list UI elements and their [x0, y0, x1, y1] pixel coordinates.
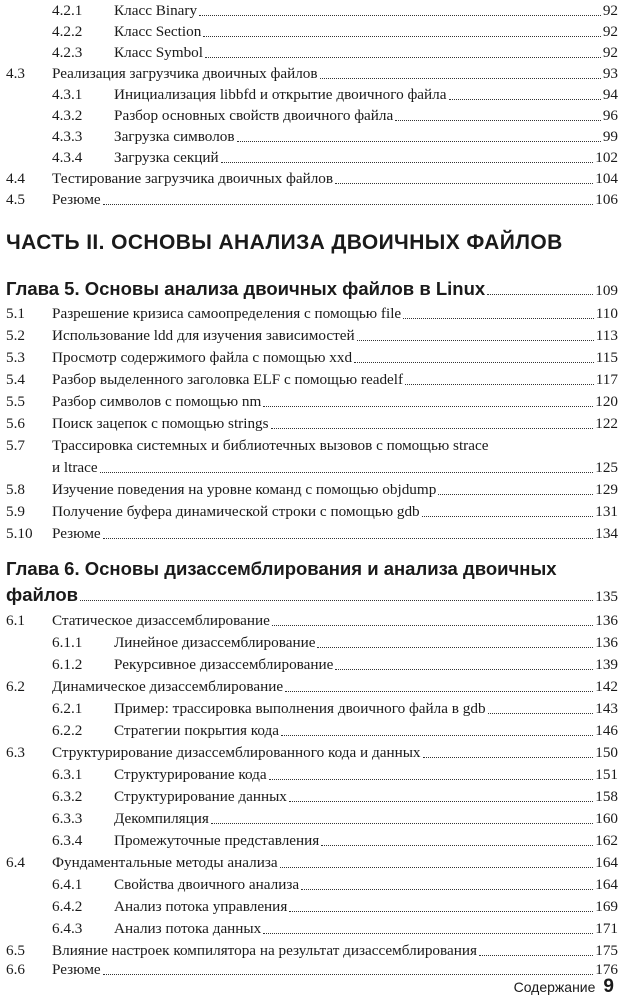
- entry-page: 92: [602, 44, 618, 61]
- entry-number: 4.3.4: [52, 149, 83, 166]
- dot-leader: [211, 823, 593, 824]
- dot-leader: [263, 933, 593, 934]
- entry-number: 6.3: [6, 744, 25, 761]
- dot-leader: [281, 735, 593, 736]
- chapter-title: Глава 5. Основы анализа двоичных файлов в Linux: [6, 278, 486, 299]
- entry-number: 6.4.3: [52, 920, 83, 937]
- entry-number: 6.1.2: [52, 656, 83, 673]
- entry-page: 115: [595, 349, 618, 366]
- entry-page: 93: [602, 65, 618, 82]
- entry-title: Загрузка секций: [114, 149, 219, 166]
- dot-leader: [335, 669, 593, 670]
- entry-page: 106: [595, 191, 618, 208]
- toc-entry: [6, 0, 618, 22]
- entry-title: Промежуточные представления: [114, 832, 320, 849]
- entry-number: 4.3.1: [52, 86, 83, 103]
- dot-leader: [423, 757, 594, 758]
- entry-number: 4.3: [6, 65, 25, 82]
- entry-number: 4.2.3: [52, 44, 83, 61]
- entry-number: 6.3.2: [52, 788, 83, 805]
- entry-page: 136: [595, 612, 618, 629]
- toc-entry: [6, 369, 618, 391]
- entry-title: Динамическое дизассемблирование: [52, 678, 284, 695]
- dot-leader: [335, 183, 593, 184]
- entry-number: 5.6: [6, 415, 25, 432]
- toc-entry: [6, 501, 618, 523]
- entry-page: 158: [595, 788, 618, 805]
- dot-leader: [272, 625, 593, 626]
- entry-title: Использование ldd для изучения зависимостей: [52, 327, 355, 344]
- toc-entry-continuation: [6, 457, 618, 479]
- entry-number: 6.4: [6, 854, 25, 871]
- entry-title: Класс Section: [114, 23, 202, 40]
- toc-entry-wrapped: [6, 435, 618, 457]
- entry-page: 131: [595, 503, 618, 520]
- dot-leader: [289, 911, 593, 912]
- entry-number: 6.5: [6, 942, 25, 959]
- toc-entry: [6, 874, 618, 896]
- entry-title: Тестирование загрузчика двоичных файлов: [52, 170, 334, 187]
- toc-entry: [6, 896, 618, 918]
- entry-number: 6.1.1: [52, 634, 83, 651]
- dot-leader: [487, 294, 593, 295]
- entry-page: 160: [595, 810, 618, 827]
- entry-title: Фундаментальные методы анализа: [52, 854, 278, 871]
- toc-entry: [6, 303, 618, 325]
- toc-entry: [6, 391, 618, 413]
- toc-entry: [6, 42, 618, 64]
- dot-leader: [285, 691, 593, 692]
- entry-page: 120: [595, 393, 618, 410]
- dot-leader: [357, 340, 594, 341]
- entry-title: Структурирование кода: [114, 766, 267, 783]
- entry-page: 92: [602, 23, 618, 40]
- entry-title: Стратегии покрытия кода: [114, 722, 280, 739]
- entry-page: 94: [602, 86, 618, 103]
- entry-number: 5.5: [6, 393, 25, 410]
- entry-page: 169: [595, 898, 618, 915]
- entry-number: 6.3.1: [52, 766, 83, 783]
- dot-leader: [221, 162, 594, 163]
- dot-leader: [438, 494, 593, 495]
- entry-page: 99: [602, 128, 618, 145]
- dot-leader: [422, 516, 594, 517]
- dot-leader: [80, 600, 593, 601]
- toc-entry: [6, 808, 618, 830]
- entry-title: и ltrace: [52, 459, 98, 476]
- entry-number: 4.3.2: [52, 107, 83, 124]
- entry-title: Анализ потока управления: [114, 898, 288, 915]
- toc-entry: [6, 632, 618, 654]
- entry-number: 6.3.3: [52, 810, 83, 827]
- entry-number: 5.8: [6, 481, 25, 498]
- entry-page: 117: [595, 371, 618, 388]
- entry-title: Анализ потока данных: [114, 920, 262, 937]
- toc-entry: [6, 126, 618, 148]
- entry-number: 4.4: [6, 170, 25, 187]
- entry-title: Разбор символов с помощью nm: [52, 393, 262, 410]
- footer-label: Содержание: [513, 979, 596, 995]
- dot-leader: [269, 779, 594, 780]
- entry-number: 6.4.2: [52, 898, 83, 915]
- toc-entry: [6, 21, 618, 43]
- entry-page: 134: [595, 525, 618, 542]
- entry-title: Резюме: [52, 191, 101, 208]
- dot-leader: [395, 120, 601, 121]
- entry-page: 102: [595, 149, 618, 166]
- dot-leader: [488, 713, 594, 714]
- entry-page: 150: [595, 744, 618, 761]
- entry-title: Реализация загрузчика двоичных файлов: [52, 65, 318, 82]
- toc-entry: [6, 742, 618, 764]
- entry-number: 4.3.3: [52, 128, 83, 145]
- entry-title: Инициализация libbfd и открытие двоичного файла: [114, 86, 447, 103]
- entry-title: Разбор выделенного заголовка ELF с помощью readelf: [52, 371, 404, 388]
- toc-entry: [6, 720, 618, 742]
- entry-page: 104: [595, 170, 618, 187]
- toc-entry: [6, 852, 618, 874]
- toc-entry: [6, 610, 618, 632]
- chapter-page: 135: [595, 588, 618, 605]
- toc-entry: [6, 168, 618, 190]
- entry-number: 5.3: [6, 349, 25, 366]
- dot-leader: [203, 36, 601, 37]
- entry-page: 122: [595, 415, 618, 432]
- toc-entry: [6, 413, 618, 435]
- entry-title-line1: Трассировка системных и библиотечных вызовов с помощью strace: [52, 437, 489, 454]
- page-footer: [514, 976, 614, 998]
- entry-title: Влияние настроек компилятора на результат дизассемблирования: [52, 942, 477, 959]
- dot-leader: [103, 974, 594, 975]
- dot-leader: [103, 204, 594, 205]
- entry-page: 113: [595, 327, 618, 344]
- entry-number: 6.2: [6, 678, 25, 695]
- entry-page: 142: [595, 678, 618, 695]
- entry-number: 5.9: [6, 503, 25, 520]
- entry-page: 139: [595, 656, 618, 673]
- entry-number: 5.2: [6, 327, 25, 344]
- chapter-heading: [6, 276, 618, 302]
- entry-page: 164: [595, 876, 618, 893]
- toc-entry: [6, 189, 618, 211]
- toc-entry: [6, 676, 618, 698]
- toc-entry: [6, 479, 618, 501]
- entry-title: Разрешение кризиса самоопределения с помощью file: [52, 305, 402, 322]
- entry-title: Структурирование дизассемблированного кода и данных: [52, 744, 421, 761]
- dot-leader: [403, 318, 594, 319]
- entry-number: 6.1: [6, 612, 25, 629]
- entry-title: Декомпиляция: [114, 810, 209, 827]
- entry-page: 162: [595, 832, 618, 849]
- chapter-page: 109: [595, 282, 618, 299]
- dot-leader: [289, 801, 593, 802]
- entry-title: Класс Symbol: [114, 44, 203, 61]
- toc-entry: [6, 63, 618, 85]
- entry-page: 125: [595, 459, 618, 476]
- entry-title: Просмотр содержимого файла с помощью xxd: [52, 349, 353, 366]
- dot-leader: [237, 141, 601, 142]
- toc-entry: [6, 523, 618, 545]
- dot-leader: [205, 57, 601, 58]
- dot-leader: [199, 15, 601, 16]
- toc-entry: [6, 84, 618, 106]
- entry-page: 146: [595, 722, 618, 739]
- dot-leader: [321, 845, 593, 846]
- entry-title: Свойства двоичного анализа: [114, 876, 300, 893]
- entry-page: 96: [602, 107, 618, 124]
- entry-number: 5.7: [6, 437, 25, 454]
- dot-leader: [301, 889, 593, 890]
- dot-leader: [263, 406, 593, 407]
- dot-leader: [280, 867, 594, 868]
- entry-page: 143: [595, 700, 618, 717]
- entry-title: Резюме: [52, 525, 101, 542]
- toc-entry: [6, 830, 618, 852]
- toc-entry: [6, 918, 618, 940]
- entry-number: 4.2.2: [52, 23, 83, 40]
- entry-page: 164: [595, 854, 618, 871]
- entry-number: 5.4: [6, 371, 25, 388]
- chapter-title-line1: Глава 6. Основы дизассемблирования и анализа двоичных: [6, 558, 557, 579]
- entry-page: 176: [595, 961, 618, 978]
- entry-title: Получение буфера динамической строки с помощью gdb: [52, 503, 420, 520]
- entry-page: 175: [595, 942, 618, 959]
- dot-leader: [405, 384, 594, 385]
- toc-entry: [6, 147, 618, 169]
- entry-number: 6.2.1: [52, 700, 83, 717]
- chapter-title: файлов: [6, 584, 79, 605]
- entry-title: Пример: трассировка выполнения двоичного файла в gdb: [114, 700, 486, 717]
- toc-entry: [6, 698, 618, 720]
- entry-number: 5.10: [6, 525, 33, 542]
- entry-page: 136: [595, 634, 618, 651]
- part-title: ЧАСТЬ II. ОСНОВЫ АНАЛИЗА ДВОИЧНЫХ ФАЙЛОВ: [6, 231, 563, 254]
- entry-title: Статическое дизассемблирование: [52, 612, 270, 629]
- dot-leader: [317, 647, 593, 648]
- entry-page: 129: [595, 481, 618, 498]
- entry-number: 4.5: [6, 191, 25, 208]
- entry-page: 151: [595, 766, 618, 783]
- entry-page: 92: [602, 2, 618, 19]
- footer-page-number: 9: [603, 976, 614, 997]
- entry-title: Класс Binary: [114, 2, 198, 19]
- toc-entry: [6, 347, 618, 369]
- dot-leader: [100, 472, 594, 473]
- dot-leader: [479, 955, 593, 956]
- entry-number: 4.2.1: [52, 2, 83, 19]
- entry-page: 110: [595, 305, 618, 322]
- entry-title: Поиск зацепок с помощью strings: [52, 415, 269, 432]
- entry-number: 5.1: [6, 305, 25, 322]
- entry-number: 6.2.2: [52, 722, 83, 739]
- entry-title: Резюме: [52, 961, 101, 978]
- entry-title: Загрузка символов: [114, 128, 235, 145]
- toc-entry: [6, 654, 618, 676]
- dot-leader: [320, 78, 601, 79]
- entry-title: Разбор основных свойств двоичного файла: [114, 107, 394, 124]
- toc-entry: [6, 105, 618, 127]
- entry-number: 6.6: [6, 961, 25, 978]
- toc-entry: [6, 325, 618, 347]
- entry-title: Структурирование данных: [114, 788, 287, 805]
- entry-number: 6.4.1: [52, 876, 83, 893]
- toc-entry: [6, 786, 618, 808]
- dot-leader: [103, 538, 594, 539]
- dot-leader: [271, 428, 594, 429]
- entry-page: 171: [595, 920, 618, 937]
- entry-number: 6.3.4: [52, 832, 83, 849]
- dot-leader: [354, 362, 594, 363]
- toc-entry: [6, 764, 618, 786]
- entry-title: Рекурсивное дизассемблирование: [114, 656, 334, 673]
- chapter-heading: [6, 582, 618, 608]
- entry-title: Изучение поведения на уровне команд с помощью objdump: [52, 481, 437, 498]
- dot-leader: [449, 99, 601, 100]
- entry-title: Линейное дизассемблирование: [114, 634, 316, 651]
